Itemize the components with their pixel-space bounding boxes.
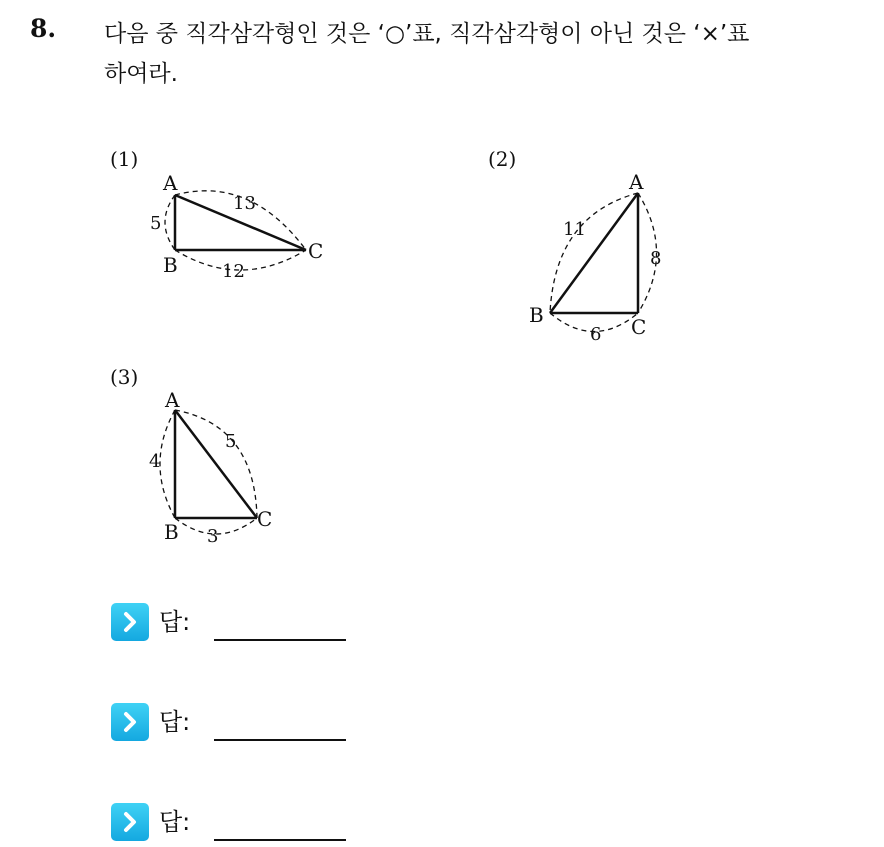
figure-3-vertex-a: A — [165, 388, 180, 412]
figure-2-side-bc-label: 6 — [590, 324, 602, 345]
question-number: 8. — [30, 14, 57, 43]
figure-3-side-ac-label: 5 — [225, 431, 237, 452]
figure-3-arc-ab — [160, 410, 175, 518]
answer-label: 답: — [159, 808, 191, 836]
answer-row-2 — [111, 703, 371, 745]
chevron-right-icon — [111, 703, 149, 741]
figure-2-vertex-a: A — [629, 170, 644, 194]
figure-3-vertex-c: C — [257, 507, 273, 531]
chevron-right-icon — [111, 803, 149, 841]
question-text-line-1: 다음 중 직각삼각형인 것은 ‘○’표, 직각삼각형이 아닌 것은 ‘×’표 — [104, 21, 750, 47]
figure-2-vertex-b: B — [529, 303, 544, 327]
figure-1-label: (1) — [110, 147, 139, 171]
figure-2-side-ac-label: 8 — [650, 248, 662, 269]
answer-blank-3[interactable] — [214, 839, 346, 841]
answer-blank-2[interactable] — [214, 739, 346, 741]
answer-blank-1[interactable] — [214, 639, 346, 641]
question-text-line-2: 하여라. — [104, 61, 178, 87]
figure-1-vertex-b: B — [163, 253, 178, 277]
figure-3-side-ab-label: 4 — [149, 451, 161, 472]
figure-1-vertex-c: C — [308, 239, 324, 263]
answer-row-1 — [111, 603, 371, 645]
chevron-right-icon — [111, 603, 149, 641]
figure-3-label: (3) — [110, 365, 139, 389]
figure-3-vertex-b: B — [164, 520, 179, 544]
figure-2-label: (2) — [488, 147, 517, 171]
answer-row-3 — [111, 803, 371, 845]
figure-1-vertex-a: A — [163, 171, 178, 195]
figure-3-side-bc-label: 3 — [207, 526, 219, 547]
figure-3-side-ac — [175, 410, 257, 518]
answer-label: 답: — [159, 608, 191, 636]
figure-2-vertex-c: C — [631, 315, 647, 339]
figure-1-side-ac-label: 13 — [233, 193, 256, 214]
figure-1-side-ab-label: 5 — [150, 213, 162, 234]
figure-2-side-ab-label: 11 — [563, 219, 586, 240]
answer-label: 답: — [159, 708, 191, 736]
figure-1-side-bc-label: 12 — [222, 261, 245, 282]
